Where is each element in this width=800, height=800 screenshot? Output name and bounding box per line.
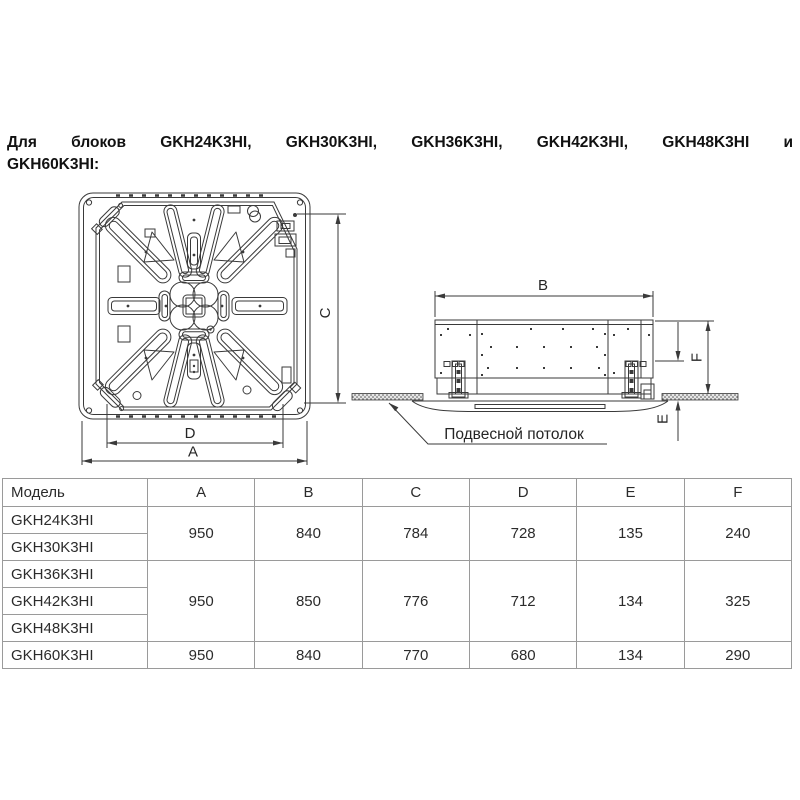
unit-body-side [435, 320, 654, 399]
value-cell: 290 [684, 642, 791, 669]
value-cell: 134 [577, 642, 684, 669]
fan-plate-pattern [102, 204, 287, 409]
value-cell: 134 [577, 561, 684, 642]
col-header-f: F [684, 479, 791, 507]
plate-details [91, 200, 301, 413]
value-cell: 950 [148, 642, 255, 669]
table-row [3, 561, 792, 588]
ceiling-label: Подвесной потолок [444, 426, 584, 443]
value-cell: 840 [255, 507, 362, 561]
side-view-diagram [352, 291, 738, 444]
value-cell: 840 [255, 642, 362, 669]
top-view-diagram [79, 193, 346, 465]
col-header-a: A [148, 479, 255, 507]
dim-label-d: D [184, 425, 196, 442]
value-cell: 950 [148, 507, 255, 561]
page-title-line2: GKH60K3HI: [7, 156, 100, 173]
model-cell: GKH42K3HI [3, 588, 148, 615]
mounting-bracket-right [622, 361, 646, 398]
value-cell: 770 [362, 642, 469, 669]
col-header-model: Модель [3, 479, 148, 507]
dim-label-f: F [688, 352, 706, 363]
value-cell: 680 [469, 642, 576, 669]
model-cell: GKH48K3HI [3, 615, 148, 642]
col-header-e: E [577, 479, 684, 507]
decorative-panel [412, 401, 668, 412]
ceiling-strip-left [352, 394, 423, 401]
page-title-line1: Для блоков GKH24K3HI, GKH30K3HI, GKH36K3HI, GKH42K3HI, GKH48K3HI и [7, 134, 793, 151]
dimensions-table [2, 478, 792, 669]
model-cell: GKH30K3HI [3, 534, 148, 561]
model-cell: GKH24K3HI [3, 507, 148, 534]
ceiling-strip-right [662, 394, 738, 401]
dimension-b [435, 291, 653, 317]
table-header-row [3, 479, 792, 507]
model-cell: GKH36K3HI [3, 561, 148, 588]
value-cell: 325 [684, 561, 791, 642]
col-header-b: B [255, 479, 362, 507]
value-cell: 776 [362, 561, 469, 642]
value-cell: 784 [362, 507, 469, 561]
dim-label-b: B [537, 277, 549, 294]
value-cell: 135 [577, 507, 684, 561]
table-row [3, 642, 792, 669]
value-cell: 728 [469, 507, 576, 561]
mounting-bracket-left [444, 361, 468, 398]
value-cell: 950 [148, 561, 255, 642]
table-row [3, 507, 792, 534]
value-cell: 850 [255, 561, 362, 642]
value-cell: 712 [469, 561, 576, 642]
dim-label-a: A [187, 443, 199, 461]
value-cell: 240 [684, 507, 791, 561]
dim-label-c: C [317, 307, 334, 319]
unit-outer-frame [79, 193, 310, 419]
pipe-connections [248, 206, 297, 258]
model-cell: GKH60K3HI [3, 642, 148, 669]
dim-label-e: E [654, 413, 672, 425]
col-header-c: C [362, 479, 469, 507]
col-header-d: D [469, 479, 576, 507]
